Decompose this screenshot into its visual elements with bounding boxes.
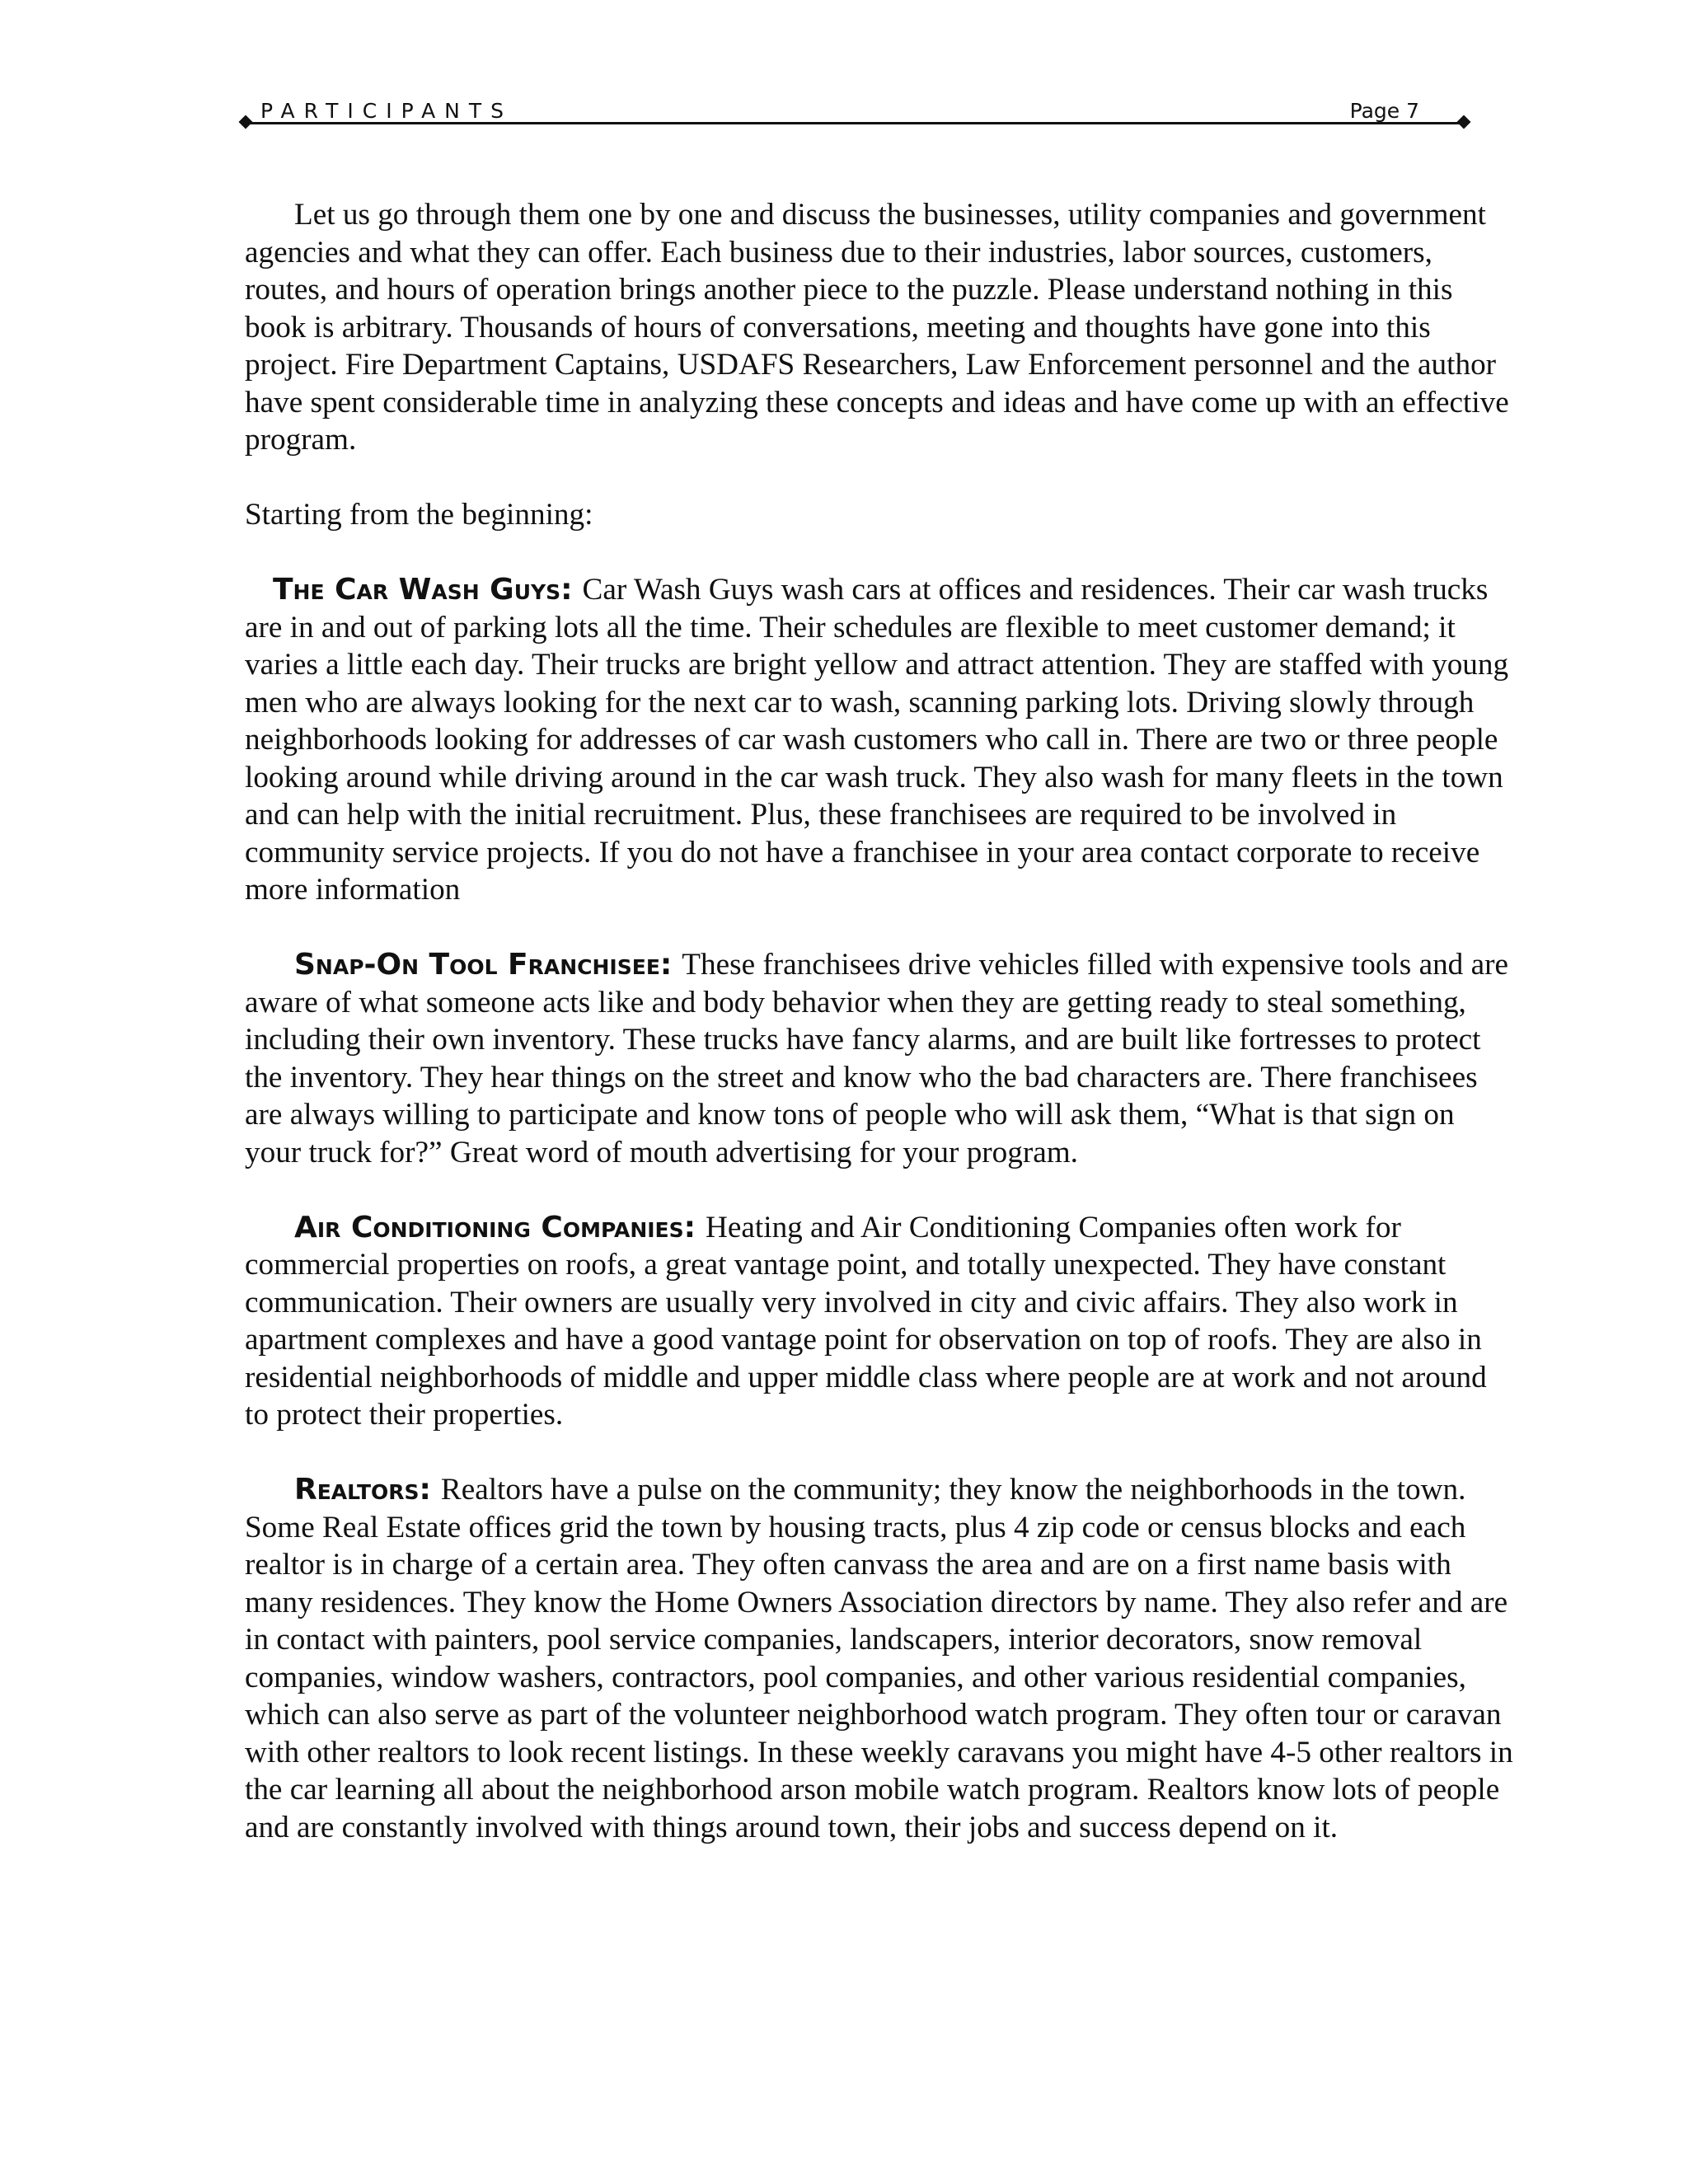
section-text: Realtors have a pulse on the community; they know the neighborhoods in the town. Some Real Estate offices grid the town by housing tracts, plus 4 zip code or census blocks and each realtor is in charge of a certain area. They often canvass the area and are on a first name basis with many residences. They know the Home Owners Association directors by name. They also refer and are in contact with painters, pool service companies, landscapers, interior decorators, snow removal companies, window washers, contractors, pool companies, and other various residential companies, which can also serve as part of the volunteer neighborhood watch program. They often tour or caravan with other realtors to look recent listings. In these weekly caravans you might have 4-5 other realtors in the car learning all about the neighborhood arson mobile watch program. Realtors know lots of people and are constantly involved with things around town, their jobs and success depend on it. xyxy=(245,1473,1513,1844)
intro-paragraph: Let us go through them one by one and discuss the businesses, utility companies and government agencies and what they can offer. Each business due to their industries, labor sources, customers, routes, and hours of operation brings another piece to the puzzle. Please understand nothing in this book is arbitrary. Thousands of hours of conversations, meeting and thoughts have gone into this project. Fire Department Captains, USDAFS Researchers, Law Enforcement personnel and the author have spent considerable time in analyzing these concepts and ideas and have come up with an effective program. xyxy=(245,198,1509,457)
section-car-wash-guys xyxy=(245,571,1516,909)
page-number: Page 7 xyxy=(1349,99,1419,123)
page-body xyxy=(245,196,1516,1884)
section-text: Car Wash Guys wash cars at offices and residences. Their car wash trucks are in and out of parking lots all the time. Their schedules are flexible to meet customer demand; it varies a little each day. Their trucks are bright yellow and attract attention. They are staffed with young men who are always looking for the next car to wash, scanning parking lots. Driving slowly through neighborhoods looking for addresses of car wash customers who call in. There are two or three people looking around while driving around in the car wash truck. They also wash for many fleets in the town and can help with the initial recruitment. Plus, these franchisees are required to be involved in community service projects. If you do not have a franchisee in your area contact corporate to receive more information xyxy=(245,573,1509,907)
section-heading: Realtors: xyxy=(294,1473,431,1507)
right-diamond-ornament xyxy=(1457,115,1471,129)
section-heading: The Car Wash Guys: xyxy=(273,573,573,607)
section-snap-on-tool xyxy=(245,946,1516,1171)
page-header xyxy=(239,97,1470,130)
starting-line: Starting from the beginning: xyxy=(245,498,593,532)
section-text: These franchisees drive vehicles filled with expensive tools and are aware of what someone acts like and body behavior when they are getting ready to steal something, including their own inventory. These trucks have fancy alarms, and are built like fortresses to protect the inventory. They hear things on the street and know who the bad characters are. There franchisees are always willing to participate and know tons of people who will ask them, “What is that sign on your truck for?” Great word of mouth advertising for your program. xyxy=(245,948,1508,1169)
section-realtors xyxy=(245,1471,1516,1846)
section-heading: Snap-On Tool Franchisee: xyxy=(294,948,673,982)
section-title: PARTICIPANTS xyxy=(260,99,513,123)
section-text: Heating and Air Conditioning Companies often work for commercial properties on roofs, a great vantage point, and totally unexpected. They have constant communication. Their owners are usually very involved in city and civic affairs. They also work in apartment complexes and have a good vantage point for observation on top of roofs. They are also in residential neighborhoods of middle and upper middle class where people are at work and not around to protect their properties. xyxy=(245,1210,1487,1432)
section-air-conditioning xyxy=(245,1209,1516,1434)
section-heading: Air Conditioning Companies: xyxy=(294,1210,696,1244)
